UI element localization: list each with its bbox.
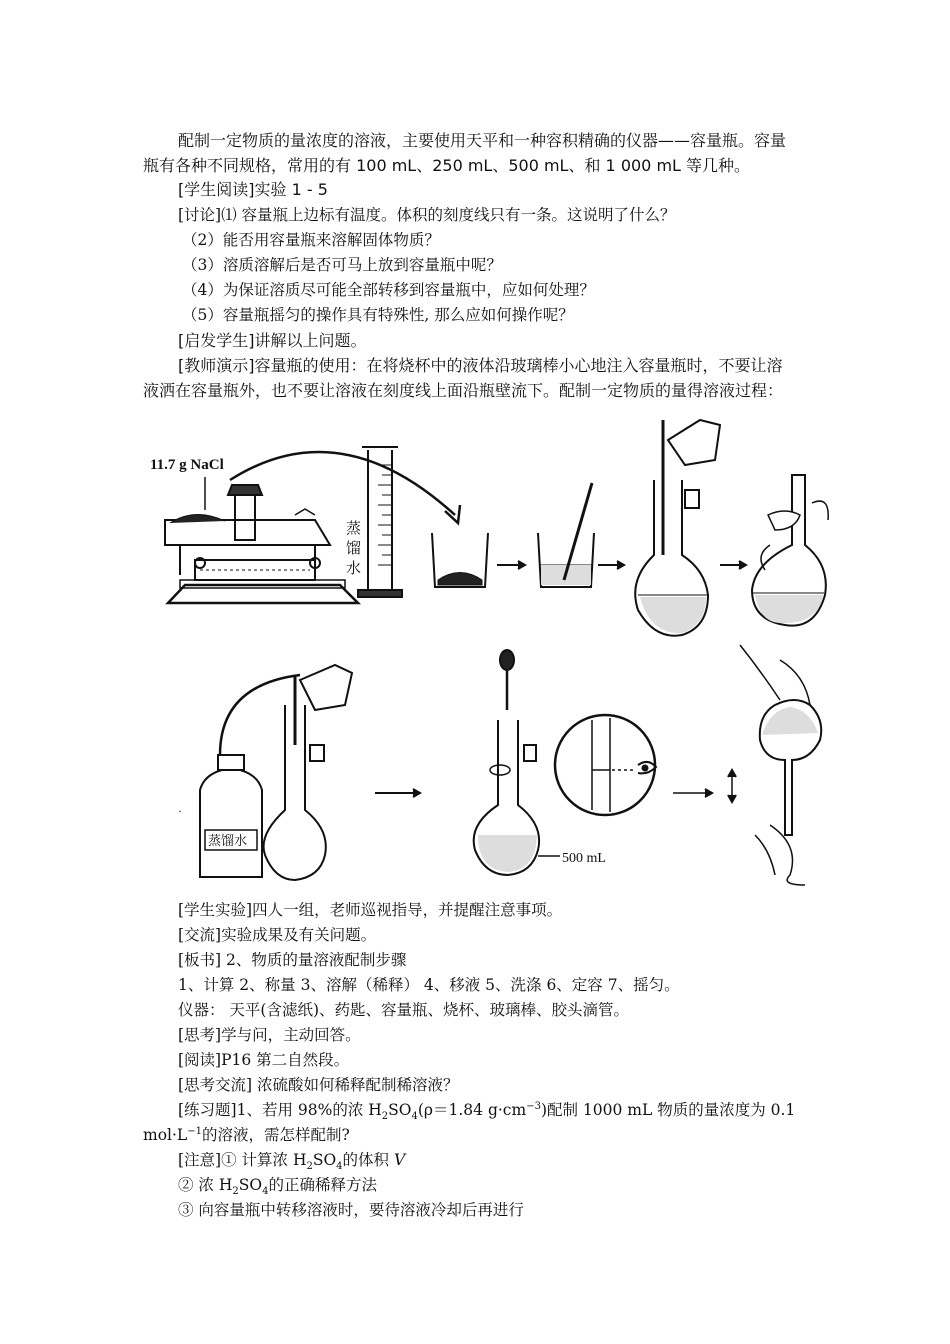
flask-swirling-icon	[752, 475, 828, 626]
water-label-2: 馏	[346, 541, 362, 557]
exercise-line-1: [练习题]1、若用 98%的浓 $H_2SO_4(\rho=1.84$ $g\cdot cm^{-3}$)配制 1000 mL 物质的量浓度为 0.1	[178, 1100, 796, 1123]
graduated-cylinder-icon	[346, 447, 402, 597]
discussion-5: （5）容量瓶摇匀的操作具有特殊性, 那么应如何操作呢？	[182, 306, 574, 324]
transfer-arrow	[230, 452, 455, 515]
demo-line-2: 液洒在容量瓶外，也不要让溶液在刻度线上面沿瓶壁流下。配制一定物质的量得溶液过程：	[143, 381, 784, 400]
think-exchange: [思考交流] 浓硫酸如何稀释配制稀溶液？	[178, 1076, 459, 1094]
exercise-line-2: $mol\cdot L^{-1}$的溶液，需怎样配制?	[143, 1125, 350, 1144]
beaker-with-solid-icon	[432, 533, 488, 587]
intro-line-2: 瓶有各种不同规格，常用的有 100 mL、250 mL、500 mL、和 1 000 mL 等几种。	[143, 156, 751, 175]
bottle-label: 蒸馏水	[208, 833, 248, 848]
volume-label: 500 mL	[562, 851, 606, 866]
note-2: ② 浓 $H_2SO_4$的正确稀释方法	[178, 1176, 377, 1198]
student-reading: [学生阅读]实验 1 - 5	[178, 180, 328, 199]
beaker-with-stirring-rod-icon	[538, 483, 594, 587]
discussion-4: （4）为保证溶质尽可能全部转移到容量瓶中，应如何处理？	[182, 281, 595, 299]
note-1: [注意]① 计算浓 $H_2SO_4$的体积 V	[178, 1151, 406, 1173]
guide-line: [启发学生]讲解以上问题。	[178, 331, 367, 350]
water-label-3: 水	[346, 561, 362, 577]
board-heading: [板书] 2、物质的量溶液配制步骤	[178, 951, 407, 969]
svg-text:·: ·	[178, 804, 182, 818]
discussion-2: （2）能否用容量瓶来溶解固体物质？	[182, 231, 440, 249]
flask-with-dropper-icon	[474, 650, 606, 875]
water-label-1: 蒸	[346, 521, 362, 537]
solution-preparation-figure	[140, 415, 830, 895]
think-line: [思考]学与问，主动回答。	[178, 1026, 361, 1044]
volumetric-flask-pouring-icon	[635, 420, 720, 636]
steps-list: 1、计算 2、称量 3、溶解（稀释） 4、移液 5、洗涤 6、定容 7、摇匀。	[178, 976, 680, 994]
exchange-line: [交流]实验成果及有关问题。	[178, 926, 377, 944]
flask-inverting-icon	[728, 645, 821, 885]
discussion-3: （3）溶质溶解后是否可马上放到容量瓶中呢？	[182, 256, 502, 274]
balance-scale-icon	[150, 457, 358, 603]
student-experiment: [学生实验]四人一组，老师巡视指导，并提醒注意事项。	[178, 901, 563, 919]
eye-level-magnifier-icon	[555, 715, 656, 815]
intro-line-1: 配制一定物质的量浓度的溶液，主要使用天平和一种容积精确的仪器——容量瓶。容量	[178, 131, 787, 150]
note-3: ③ 向容量瓶中转移溶液时，要待溶液冷却后再进行	[178, 1201, 524, 1219]
flask-rinsing-icon	[264, 665, 352, 880]
discussion-1: [讨论]⑴ 容量瓶上边标有温度。体积的刻度线只有一条。这说明了什么？	[178, 206, 676, 224]
instruments-list: 仪器： 天平(含滤纸)、药匙、容量瓶、烧杯、玻璃棒、胶头滴管。	[178, 1001, 630, 1019]
demo-line-1: [教师演示]容量瓶的使用：在将烧杯中的液体沿玻璃棒小心地注入容量瓶时，不要让溶	[178, 356, 783, 375]
reading-line: [阅读]P16 第二自然段。	[178, 1051, 350, 1069]
nacl-label: 11.7 g NaCl	[150, 457, 224, 473]
